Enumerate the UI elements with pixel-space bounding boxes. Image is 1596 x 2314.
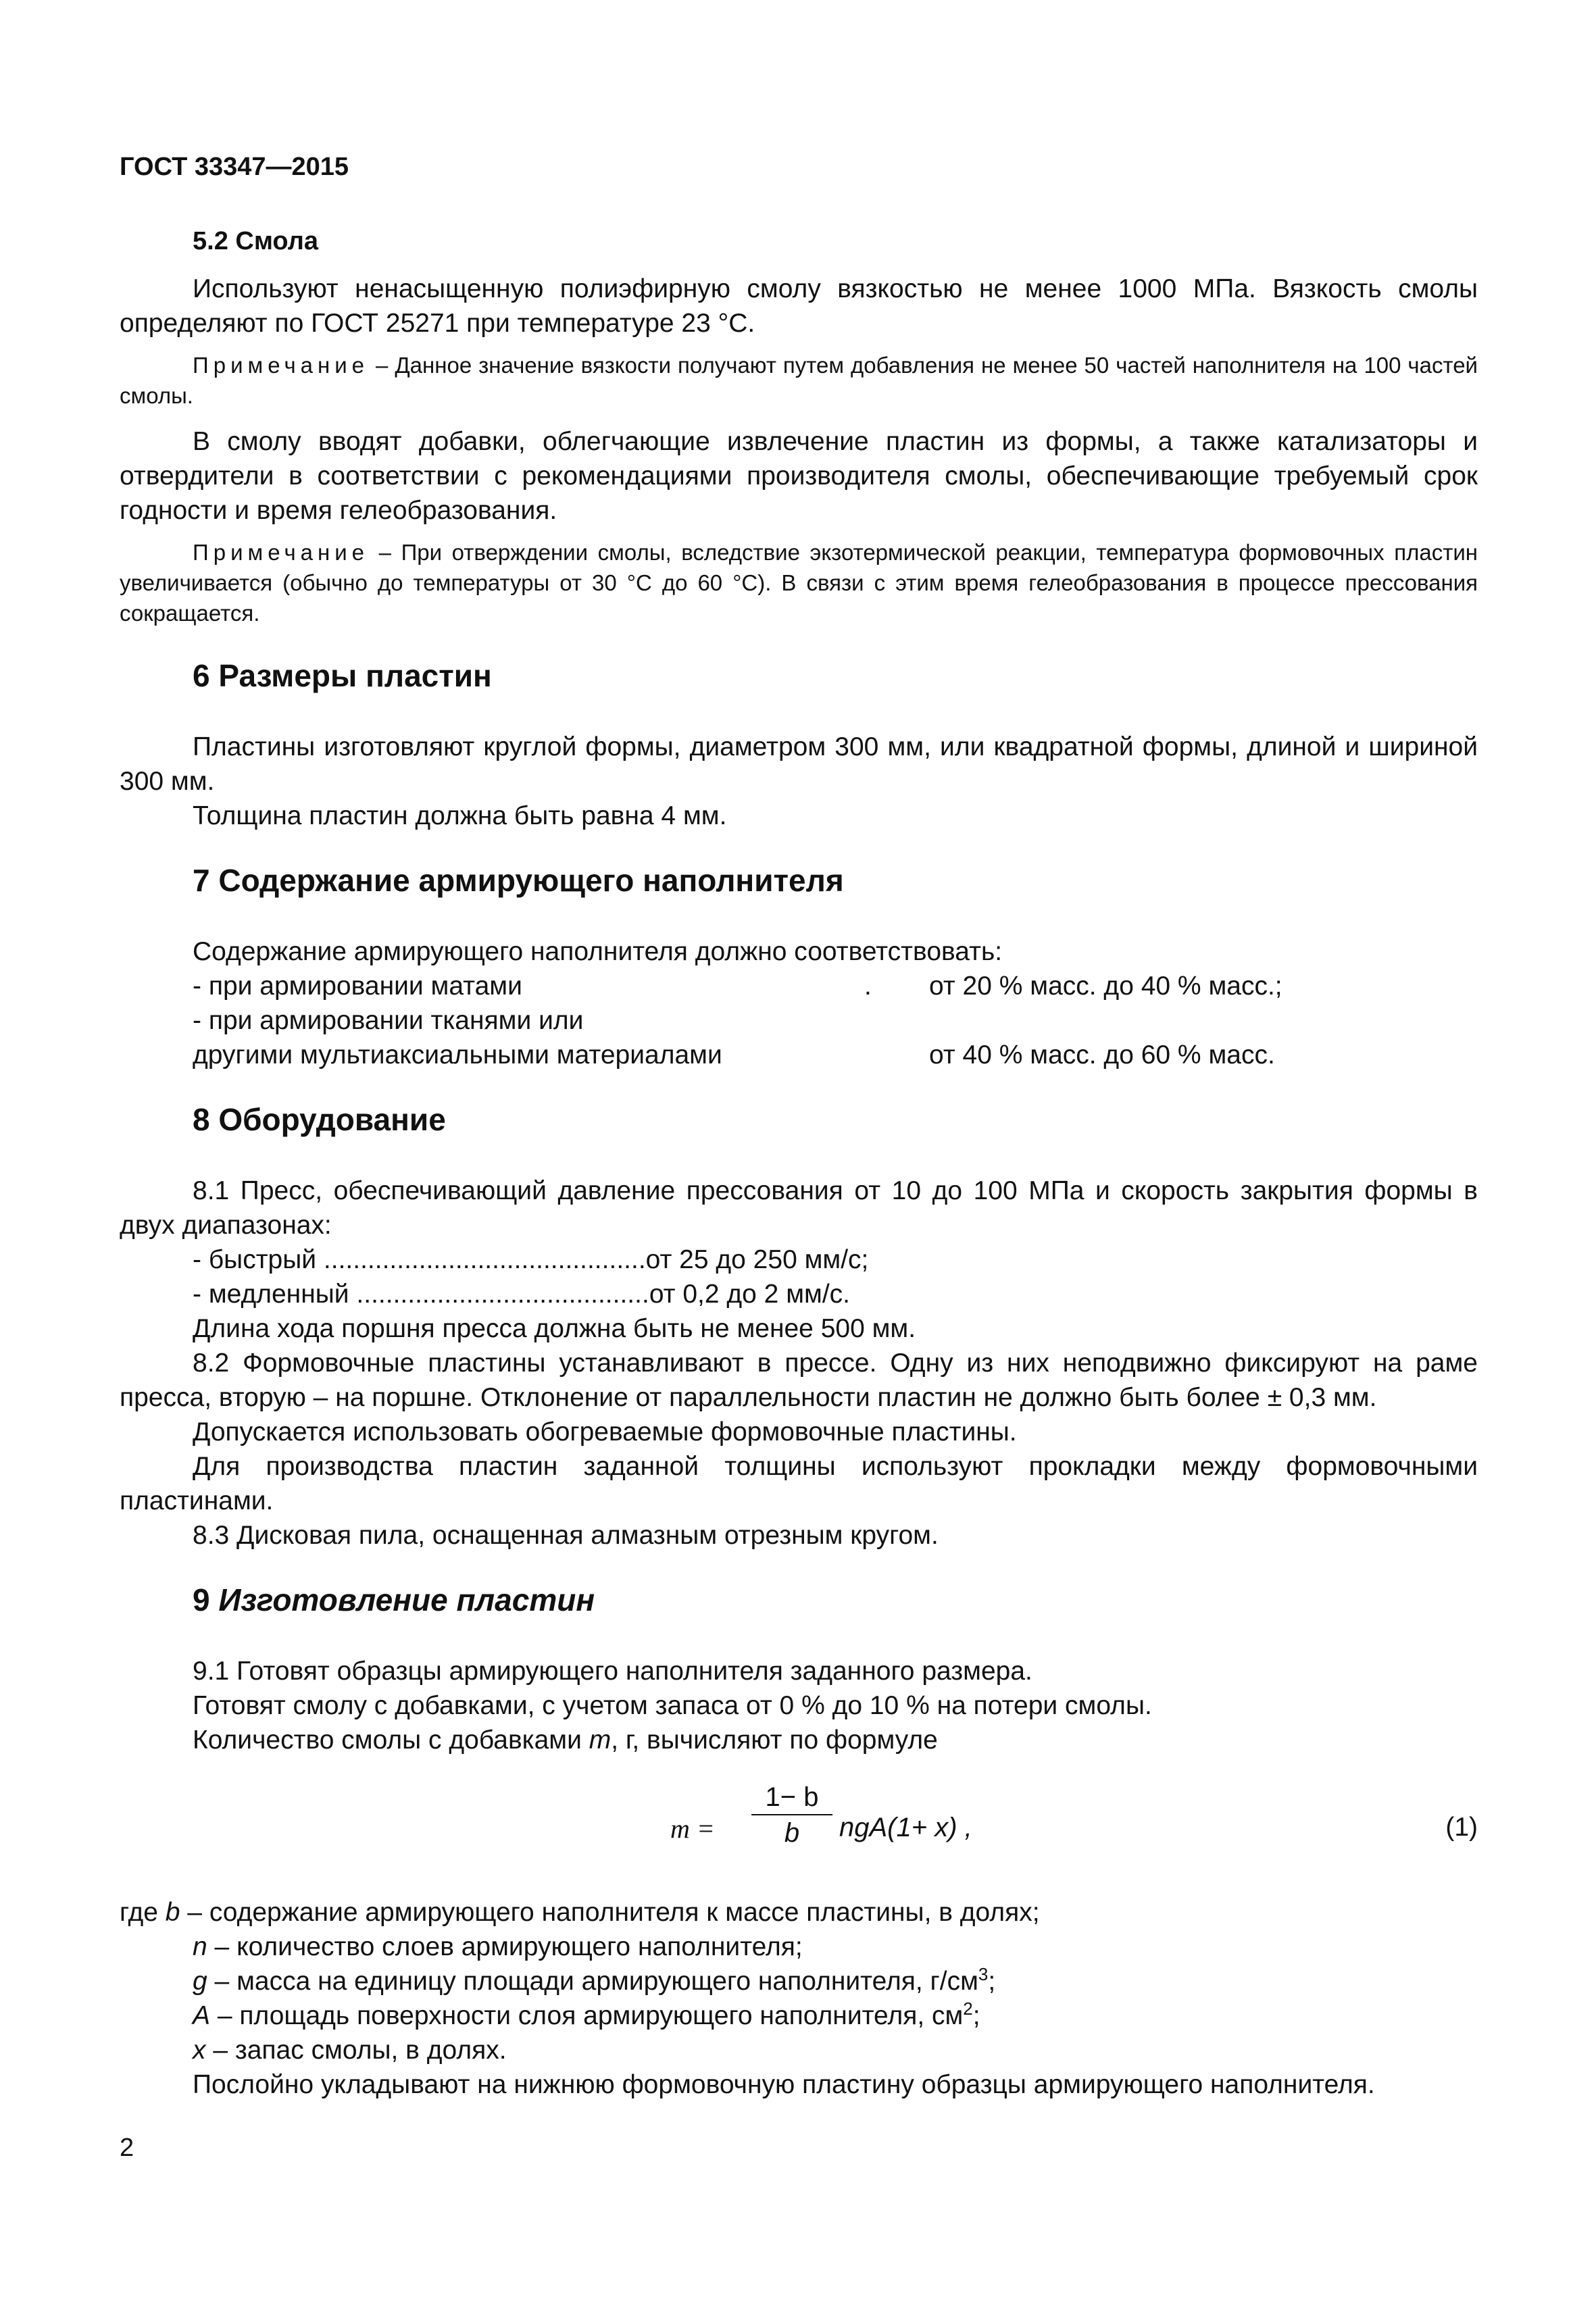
paragraph: Готовят смолу с добавками, с учетом запаса от 0 % до 10 % на потери смолы.	[193, 1691, 1152, 1720]
variable: A	[193, 2001, 211, 2030]
paragraph	[120, 1723, 1478, 1757]
paragraph: Для производства пластин заданной толщины используют прокладки между формовочными пластинами.	[120, 1452, 1478, 1515]
paragraph: Послойно укладывают на нижнюю формовочную пластину образцы армирующего наполнителя.	[193, 2070, 1375, 2099]
paragraph: 9.1 Готовят образцы армирующего наполнителя заданного размера.	[193, 1657, 1032, 1686]
formula-number: (1)	[1445, 1813, 1478, 1842]
variable: m	[589, 1726, 612, 1755]
formula-lhs: m =	[670, 1813, 715, 1844]
paragraph: 8.1 Пресс, обеспечивающий давление прессования от 10 до 100 МПа и скорость закрытия формы в двух диапазонах:	[120, 1176, 1478, 1240]
note-label: Примечание	[193, 540, 370, 565]
formula-rhs: ngA(1+ x) ,	[839, 1813, 972, 1842]
formula-block	[120, 1774, 1478, 1888]
superscript: 2	[963, 1998, 973, 2019]
list-item-label: другими мультиаксиальными материалами	[193, 1040, 722, 1070]
note-text: – Данное значение вязкости получают путем добавления не менее 50 частей наполнителя на 100 частей смолы.	[120, 353, 1478, 408]
note-text: – При отверждении смолы, вследствие экзотермической реакции, температура формовочных пластин увеличивается (обычно до температуры от 30 °С до 60 °С). В связи с этим время гелеобразования в процессе прессования сокращается.	[120, 540, 1478, 626]
text: – запас смолы, в долях.	[205, 2036, 507, 2065]
list-item-value: от 40 % масс. до 60 % масс.	[929, 1040, 1275, 1070]
text: Количество смолы с добавками	[193, 1726, 589, 1755]
fraction-numerator: 1− b	[751, 1780, 832, 1815]
where-line	[120, 1998, 1478, 2033]
where-line	[120, 1895, 1478, 1930]
paragraph: Допускается использовать обогреваемые формовочные пластины.	[193, 1417, 1017, 1447]
variable: b	[165, 1898, 180, 1927]
paragraph: Содержание армирующего наполнителя должно соответствовать:	[193, 937, 1003, 966]
variable: x	[193, 2036, 206, 2065]
paragraph: Пластины изготовляют круглой формы, диаметром 300 мм, или квадратной формы, длиной и шириной 300 мм.	[120, 732, 1478, 796]
list-item: - быстрый ............................................от 25 до 250 мм/с;	[193, 1245, 869, 1274]
variable: g	[193, 1967, 207, 1996]
list-item-value: от 20 % масс. до 40 % масс.;	[929, 972, 1282, 1001]
paragraph: Толщина пластин должна быть равна 4 мм.	[193, 801, 727, 830]
where-line	[120, 1930, 1478, 1964]
variable: n	[193, 1932, 207, 1961]
text: – площадь поверхности слоя армирующего наполнителя, см	[210, 2001, 964, 2030]
list-item-label: - при армировании матами	[193, 972, 522, 1001]
formula-fraction	[751, 1780, 832, 1851]
text: ;	[972, 2001, 980, 2030]
text: где	[120, 1898, 166, 1927]
paragraph: Используют ненасыщенную полиэфирную смолу вязкостью не менее 1000 МПа. Вязкость смолы определяют по ГОСТ 25271 при температуре 23 °С.	[120, 274, 1478, 338]
text: – содержание армирующего наполнителя к массе пластины, в долях;	[180, 1898, 1040, 1927]
document-code: ГОСТ 33347—2015	[120, 153, 349, 181]
section-title: Изготовление пластин	[218, 1582, 595, 1617]
subsection-heading-5-2: 5.2 Смола	[193, 227, 318, 255]
fraction-denominator: b	[784, 1818, 800, 1848]
section-number: 9	[193, 1582, 219, 1617]
note-label: Примечание	[193, 353, 370, 378]
where-line	[120, 2033, 1478, 2067]
paragraph: В смолу вводят добавки, облегчающие извлечение пластин из формы, а также катализаторы и отвердители в соответствии с рекомендациями производителя смолы, обеспечивающие требуемый срок годности и время гелеобразования.	[120, 427, 1478, 525]
text: – масса на единицу площади армирующего наполнителя, г/см	[207, 1967, 978, 1996]
paragraph: Длина хода поршня пресса должна быть не менее 500 мм.	[193, 1314, 916, 1343]
list-item: - медленный ........................................от 0,2 до 2 мм/с.	[193, 1280, 851, 1309]
text: , г, вычисляют по формуле	[611, 1726, 938, 1755]
list-item	[120, 969, 1478, 1003]
text: – количество слоев армирующего наполнителя;	[207, 1932, 803, 1961]
page-number: 2	[120, 2134, 134, 2162]
list-item-dot: .	[864, 972, 872, 1001]
superscript: 3	[978, 1964, 989, 1984]
list-item-label: - при армировании тканями или	[193, 1006, 584, 1035]
page-content	[120, 150, 1478, 2102]
text: ;	[988, 1967, 996, 1996]
where-line	[120, 1964, 1478, 1998]
section-heading-8: 8 Оборудование	[193, 1102, 446, 1137]
note	[120, 350, 1478, 411]
paragraph: 8.3 Дисковая пила, оснащенная алмазным отрезным кругом.	[193, 1521, 939, 1550]
list-item	[120, 1003, 1478, 1038]
section-heading-6: 6 Размеры пластин	[193, 658, 492, 693]
note	[120, 537, 1478, 628]
list-item	[120, 1038, 1478, 1072]
section-heading-7: 7 Содержание армирующего наполнителя	[193, 863, 844, 898]
paragraph: 8.2 Формовочные пластины устанавливают в прессе. Одну из них неподвижно фиксируют на раме пресса, вторую – на поршне. Отклонение от параллельности пластин не должно быть более ± 0,3 мм.	[120, 1349, 1478, 1412]
section-heading-9	[120, 1580, 1478, 1620]
